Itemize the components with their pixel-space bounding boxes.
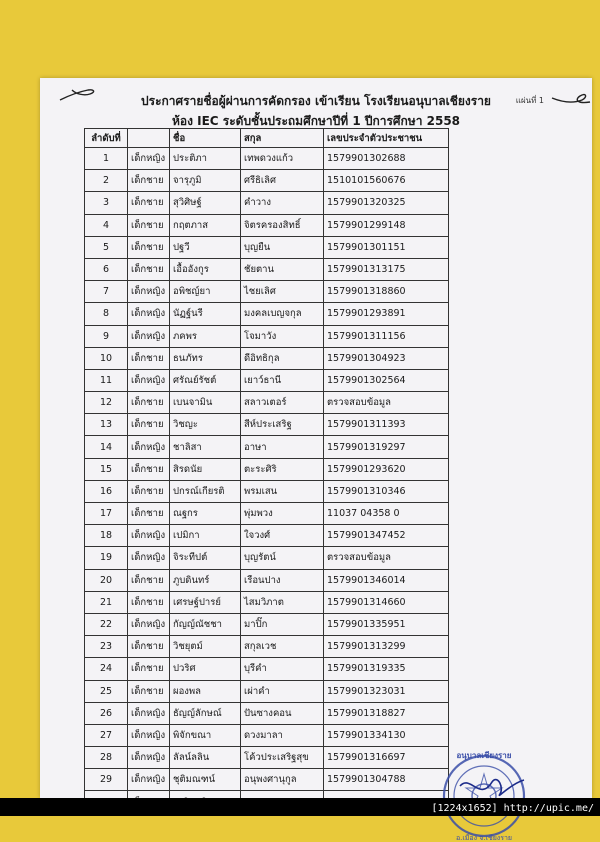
row-number: 12 (85, 392, 128, 414)
table-row (85, 414, 449, 436)
table-row (85, 170, 449, 192)
row-prefix: เด็กชาย (128, 636, 170, 658)
row-citizen-id: 1579901323031 (324, 680, 449, 702)
row-number: 2 (85, 170, 128, 192)
row-number: 3 (85, 192, 128, 214)
school-seal-stamp (440, 744, 532, 842)
row-surname: อนุพงศานุกูล (241, 769, 324, 791)
row-prefix: เด็กชาย (128, 347, 170, 369)
table-row (85, 480, 449, 502)
row-surname: จิตรครองสิทธิ์ (241, 214, 324, 236)
row-surname: ไสมวิภาต (241, 591, 324, 613)
row-prefix: เด็กหญิง (128, 769, 170, 791)
row-name: ชุติมณฑน์ (170, 769, 241, 791)
row-citizen-id: 1579901301151 (324, 236, 449, 258)
seal-top-text: อนุบาลเชียงราย (456, 751, 512, 760)
table-row (85, 747, 449, 769)
row-surname: บุญยืน (241, 236, 324, 258)
row-surname: โค้วประเสริฐสุข (241, 747, 324, 769)
table-row (85, 547, 449, 569)
row-number: 19 (85, 547, 128, 569)
row-number: 5 (85, 236, 128, 258)
row-citizen-id: 1579901320325 (324, 192, 449, 214)
row-prefix: เด็กชาย (128, 680, 170, 702)
row-number: 28 (85, 747, 128, 769)
header-prefix (128, 129, 170, 148)
row-surname: ชัยตาน (241, 258, 324, 280)
row-citizen-id: 1579901313175 (324, 258, 449, 280)
row-citizen-id: 1579901318827 (324, 702, 449, 724)
row-citizen-id: 1579901335951 (324, 613, 449, 635)
table-row (85, 148, 449, 170)
row-citizen-id: 1579901311156 (324, 325, 449, 347)
row-prefix: เด็กหญิง (128, 148, 170, 170)
row-number: 17 (85, 503, 128, 525)
row-citizen-id: 1579901319335 (324, 658, 449, 680)
row-name: เศรษฐ์ปารย์ (170, 591, 241, 613)
row-surname: โจมาวัง (241, 325, 324, 347)
row-number: 22 (85, 613, 128, 635)
row-number: 15 (85, 458, 128, 480)
row-name: ปฐวี (170, 236, 241, 258)
row-citizen-id: ตรวจสอบข้อมูล (324, 392, 449, 414)
table-row (85, 458, 449, 480)
row-name: ธัญญ์ลักษณ์ (170, 702, 241, 724)
table-row (85, 436, 449, 458)
table-row (85, 591, 449, 613)
header-surname: สกุล (241, 129, 324, 148)
row-number: 8 (85, 303, 128, 325)
row-surname: เรือนปาง (241, 569, 324, 591)
row-name: จิระทีปต์ (170, 547, 241, 569)
row-name: สิรดนัย (170, 458, 241, 480)
row-prefix: เด็กหญิง (128, 281, 170, 303)
row-prefix: เด็กหญิง (128, 369, 170, 391)
row-citizen-id: 1579901347452 (324, 525, 449, 547)
table-row (85, 569, 449, 591)
row-prefix: เด็กชาย (128, 214, 170, 236)
row-number: 23 (85, 636, 128, 658)
row-citizen-id: 1579901346014 (324, 569, 449, 591)
header-no: ลำดับที่ (85, 129, 128, 148)
table-row (85, 214, 449, 236)
student-roster-table (84, 128, 449, 814)
row-prefix: เด็กหญิง (128, 325, 170, 347)
row-name: ปกรณ์เกียรติ (170, 480, 241, 502)
row-citizen-id: 1579901313299 (324, 636, 449, 658)
row-surname: ปันซางคอน (241, 702, 324, 724)
row-citizen-id: ตรวจสอบข้อมูล (324, 547, 449, 569)
row-surname: มาปิ๊ก (241, 613, 324, 635)
row-number: 29 (85, 769, 128, 791)
row-name: ชาลิสา (170, 436, 241, 458)
table-row (85, 636, 449, 658)
row-name: ธนภัทร (170, 347, 241, 369)
row-prefix: เด็กหญิง (128, 303, 170, 325)
row-name: เปมิกา (170, 525, 241, 547)
row-prefix: เด็กชาย (128, 392, 170, 414)
row-surname: สลาวเตอร์ (241, 392, 324, 414)
table-row (85, 680, 449, 702)
table-row (85, 325, 449, 347)
table-row (85, 525, 449, 547)
row-citizen-id: 1579901299148 (324, 214, 449, 236)
table-row (85, 658, 449, 680)
row-surname: มงคลเบญจกุล (241, 303, 324, 325)
row-surname: ดวงมาลา (241, 724, 324, 746)
row-number: 20 (85, 569, 128, 591)
table-row (85, 503, 449, 525)
row-surname: สกุลเวช (241, 636, 324, 658)
row-surname: คำวาง (241, 192, 324, 214)
table-row (85, 369, 449, 391)
table-row (85, 702, 449, 724)
row-number: 11 (85, 369, 128, 391)
row-citizen-id: 11037 04358 0 (324, 503, 449, 525)
row-prefix: เด็กชาย (128, 569, 170, 591)
row-citizen-id: 1510101560676 (324, 170, 449, 192)
table-row (85, 236, 449, 258)
row-name: ประติภา (170, 148, 241, 170)
row-surname: ตะระศิริ (241, 458, 324, 480)
seal-bottom-text: อ.เมือง จ.เชียงราย (455, 834, 513, 842)
row-prefix: เด็กชาย (128, 170, 170, 192)
row-prefix: เด็กหญิง (128, 525, 170, 547)
row-citizen-id: 1579901318860 (324, 281, 449, 303)
document-title: ประกาศรายชื่อผู้ผ่านการคัดกรอง เข้าเรียน โรงเรียนอนุบาลเชียงราย (141, 94, 491, 108)
row-number: 21 (85, 591, 128, 613)
row-prefix: เด็กหญิง (128, 436, 170, 458)
row-prefix: เด็กหญิง (128, 747, 170, 769)
row-name: วิชญะ (170, 414, 241, 436)
row-prefix: เด็กหญิง (128, 547, 170, 569)
row-surname: เทพดวงแก้ว (241, 148, 324, 170)
table-row (85, 258, 449, 280)
row-name: ภคพร (170, 325, 241, 347)
row-prefix: เด็กหญิง (128, 702, 170, 724)
row-surname: บุญรัตน์ (241, 547, 324, 569)
table-row (85, 613, 449, 635)
row-citizen-id: 1579901302688 (324, 148, 449, 170)
row-surname: อาษา (241, 436, 324, 458)
row-citizen-id: 1579901310346 (324, 480, 449, 502)
row-citizen-id: 1579901304923 (324, 347, 449, 369)
row-number: 16 (85, 480, 128, 502)
header-id: เลขประจำตัวประชาชน (324, 129, 449, 148)
row-prefix: เด็กหญิง (128, 724, 170, 746)
row-prefix: เด็กชาย (128, 591, 170, 613)
row-surname: ดีอิทธิกุล (241, 347, 324, 369)
row-number: 10 (85, 347, 128, 369)
table-row (85, 769, 449, 791)
row-name: เอื้ออังกูร (170, 258, 241, 280)
row-name: จารุภูมิ (170, 170, 241, 192)
table-row (85, 392, 449, 414)
row-name: กฤตภาส (170, 214, 241, 236)
row-number: 4 (85, 214, 128, 236)
row-citizen-id: 1579901319297 (324, 436, 449, 458)
row-name: สุวิศิษฐ์ (170, 192, 241, 214)
row-number: 7 (85, 281, 128, 303)
row-name: ศรัณย์รัชต์ (170, 369, 241, 391)
table-row (85, 192, 449, 214)
row-prefix: เด็กหญิง (128, 613, 170, 635)
table-header-row (85, 129, 449, 148)
row-name: วิชยุตม์ (170, 636, 241, 658)
row-surname: ใจวงศ์ (241, 525, 324, 547)
row-citizen-id: 1579901293891 (324, 303, 449, 325)
row-surname: ไชยเลิศ (241, 281, 324, 303)
row-name: อพิชญ์ยา (170, 281, 241, 303)
row-name: ปวริศ (170, 658, 241, 680)
row-number: 26 (85, 702, 128, 724)
row-surname: ศรีธิเลิศ (241, 170, 324, 192)
row-prefix: เด็กชาย (128, 236, 170, 258)
sheet-number: แผ่นที่ 1 (515, 96, 544, 105)
row-prefix: เด็กชาย (128, 414, 170, 436)
row-citizen-id: 1579901304788 (324, 769, 449, 791)
row-name: ผองพล (170, 680, 241, 702)
row-number: 25 (85, 680, 128, 702)
row-number: 18 (85, 525, 128, 547)
row-name: นัฏฐ์นรี (170, 303, 241, 325)
row-name: ภูบดินทร์ (170, 569, 241, 591)
row-citizen-id: 1579901314660 (324, 591, 449, 613)
row-surname: พรมเสน (241, 480, 324, 502)
table-row (85, 347, 449, 369)
row-citizen-id: 1579901334130 (324, 724, 449, 746)
row-prefix: เด็กชาย (128, 258, 170, 280)
row-number: 14 (85, 436, 128, 458)
row-name: พิจักขณา (170, 724, 241, 746)
row-prefix: เด็กชาย (128, 192, 170, 214)
row-number: 9 (85, 325, 128, 347)
row-surname: บุรีคำ (241, 658, 324, 680)
row-prefix: เด็กชาย (128, 480, 170, 502)
row-number: 13 (85, 414, 128, 436)
row-number: 6 (85, 258, 128, 280)
table-row (85, 303, 449, 325)
header-name: ชื่อ (170, 129, 241, 148)
row-number: 1 (85, 148, 128, 170)
table-row (85, 281, 449, 303)
row-prefix: เด็กชาย (128, 503, 170, 525)
row-citizen-id: 1579901293620 (324, 458, 449, 480)
watermark: [1224x1652] http://upic.me/ (431, 803, 594, 814)
row-surname: เยาว์ธานี (241, 369, 324, 391)
row-name: กัญญ์ณัชชา (170, 613, 241, 635)
row-citizen-id: 1579901311393 (324, 414, 449, 436)
row-number: 27 (85, 724, 128, 746)
row-surname: พุ่มพวง (241, 503, 324, 525)
row-prefix: เด็กชาย (128, 458, 170, 480)
row-citizen-id: 1579901316697 (324, 747, 449, 769)
document-subtitle: ห้อง IEC ระดับชั้นประถมศึกษาปีที่ 1 ปีการศึกษา 2558 (171, 114, 461, 128)
row-surname: สีห์ประเสริฐ (241, 414, 324, 436)
row-citizen-id: 1579901302564 (324, 369, 449, 391)
row-name: เบนจามิน (170, 392, 241, 414)
row-name: ณฐกร (170, 503, 241, 525)
table-row (85, 724, 449, 746)
row-surname: เผ่าคำ (241, 680, 324, 702)
row-number: 24 (85, 658, 128, 680)
row-prefix: เด็กชาย (128, 658, 170, 680)
row-name: ลัลน์ลลิน (170, 747, 241, 769)
